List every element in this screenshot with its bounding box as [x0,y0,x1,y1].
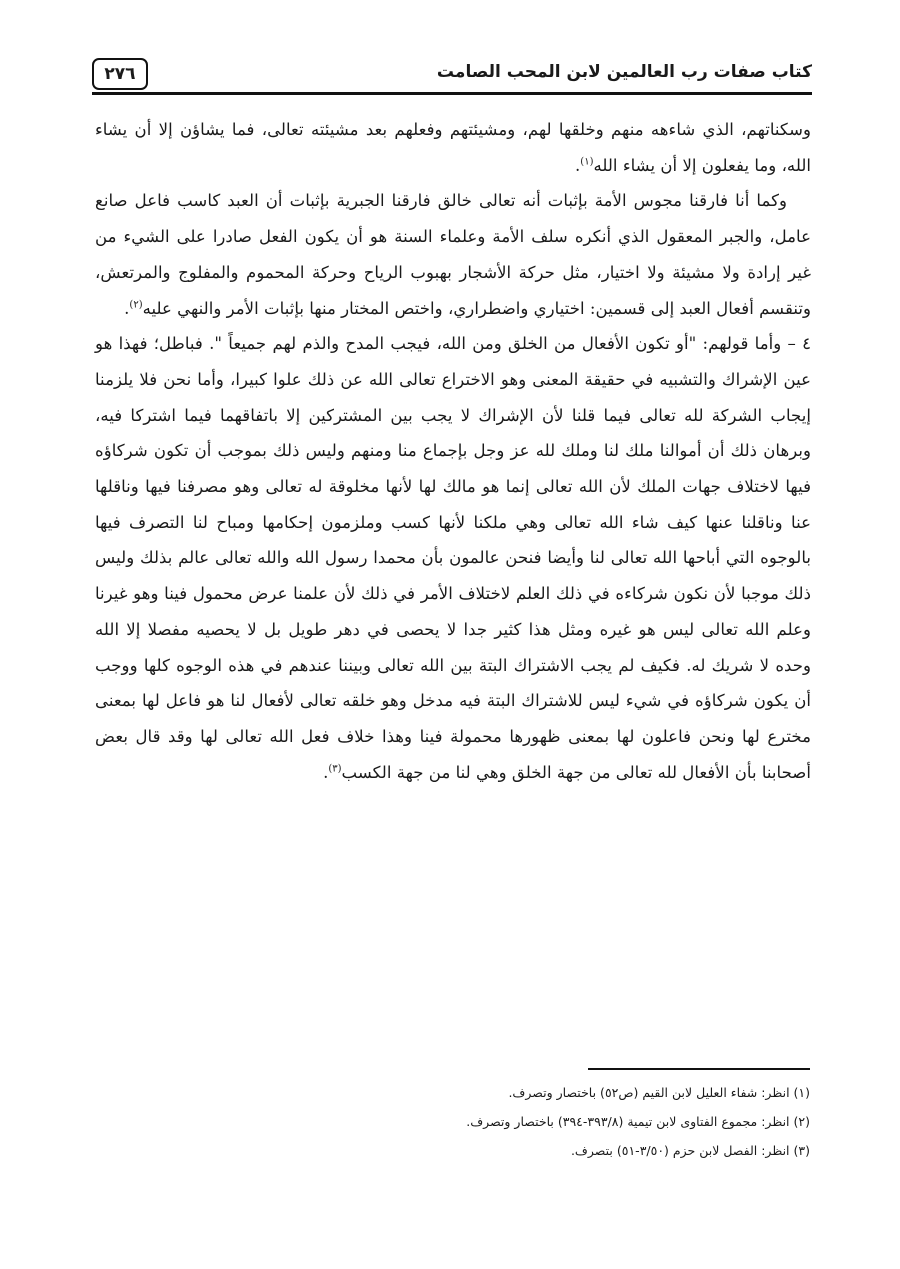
footnote-rule [588,1068,810,1070]
sentence-end: . [124,298,130,318]
footnote-ref-1: (١) [580,156,594,168]
footnotes [300,1078,810,1165]
paragraph-2 [95,183,811,326]
text-line: كيف شاء الله تعالى وهي ملكنا لأنها كسب وملزمون إحكامها ومباح لنا التصرف فيها بالوجوه التي أباحها [95,512,811,568]
paragraph-1 [95,112,811,183]
header-rule [92,92,812,95]
text-line: شركاءه في ذلك العلم لاختلاف الأمر في ذلك لأن علمنا عرض محمول فينا وهو غيرنا وعلم الله تعالى ليس [95,584,811,639]
text-line: أفعال العبد إلى قسمين: اختياري واضطراري، واختص المختار منها بإثبات الأمر والنهي عليه [142,298,754,318]
text-line: وما يفعلون إلا أن يشاء الله [593,155,777,175]
text-line: وكما أنا فارقنا مجوس الأمة بإثبات أنه تعالى خالق فارقنا الجبرية بإثبات أن العبد كاسب فاعل صانع [95,191,787,211]
paragraph-3 [95,326,811,790]
text-line: جهات الملك لأن الله تعالى إنما هو مالك لها لأنها مخلوقة له تعالى وهو مصرفنا فيها وناقلها عنا وناقلنا عنها [95,477,812,532]
main-text [95,112,811,790]
text-line: الخلق وهي لنا من جهة الكسب [341,762,552,782]
footnote-3: (٣) انظر: الفصل لابن حزم (٣/٥٠-٥١) بتصرف. [570,1143,810,1158]
text-line: يجب الاشتراك البتة بين الله تعالى وبيننا عندهم في هذه الوجوه كلها ووجب أن يكون شركاؤه في شيء ليس [95,655,811,711]
sentence-end: . [323,762,329,782]
text-line: ظهورها محمولة فينا وهذا خلاف فعل الله تعالى لها وقد قال بعض أصحابنا بأن الأفعال لله تعالى من جهة [95,726,811,782]
text-line: وسكناتهم، الذي شاءهه منهم وخلقها لهم، ومشيئتهم وفعلهم بعد مشيئته تعالى، فما يشاؤن إلا أن يشاء الله، [95,120,811,175]
footnote-1: (١) انظر: شفاء العليل لابن القيم (ص٥٢) باختصار وتصرف. [508,1085,810,1100]
footnote-2: (٢) انظر: مجموع الفتاوى لابن تيمية (٣٩٣/٨-٣٩٤) باختصار وتصرف. [466,1114,810,1129]
footnote-ref-3: (٣) [328,763,342,775]
page-header [92,58,812,92]
text-line: الشركة لله تعالى فيما قلنا لأن الإشراك لا يجب بين المشتركين إلا باتفاقهما فيما اشتركا فيه، وبرهان ذلك أن [95,405,811,461]
page-number-box: ٢٧٦ [92,58,148,90]
text-line: الله تعالى لنا وأيضا فنحن عالمون بأن محمدا رسول الله والله تعالى عالم بذلك وليس ذلك موجبا لأن نكون [95,548,811,604]
text-line: هو غيره ومثل هذا كثير جدا لا يحصى في دهر طويل بل لا يحصيه مفصلا إلا الله وحده لا شريك له. فكيف لم [95,619,811,675]
text-line: الإشراك والتشبيه في حقيقة المعنى وهو الاختراع تعالى الله عن ذلك علوا كبيرا، وأما نحن فلا يلزمنا إيجاب [95,369,811,425]
footnote-ref-2: (٢) [129,298,143,310]
text-line: أموالنا ملك لنا وملك لله عز وجل بإجماع منا ومنهم وليس ذلك بموجب أن تكون شركاؤه فيها لاختلاف [95,441,812,497]
text-line: ٤ – وأما قولهم: "أو تكون الأفعال من الخلق ومن الله، فيجب المدح والذم لهم جميعاً ". فباطل؛ فهذا هو عين [95,334,812,389]
text-line: إرادة ولا مشيئة ولا اختيار، مثل حركة الأشجار بهبوب الرياح وحركة المحموم والمفلوج والمرتعش، وتنقسم [95,262,811,318]
book-title: كتاب صفات رب العالمين لابن المحب الصامت [436,62,812,82]
text-line: للاشتراك البتة فيه مدخل وهو خلقه تعالى لأفعال لنا هو فاعل لها بمعنى مخترع لها ونحن فاعلون لها بمعنى [95,691,811,746]
sentence-end: . [575,155,581,175]
text-line: عامل، والجبر المعقول الذي أنكره سلف الأمة وعلماء السنة هو أن يكون الفعل صادرا على الشيء من غير [95,227,812,282]
